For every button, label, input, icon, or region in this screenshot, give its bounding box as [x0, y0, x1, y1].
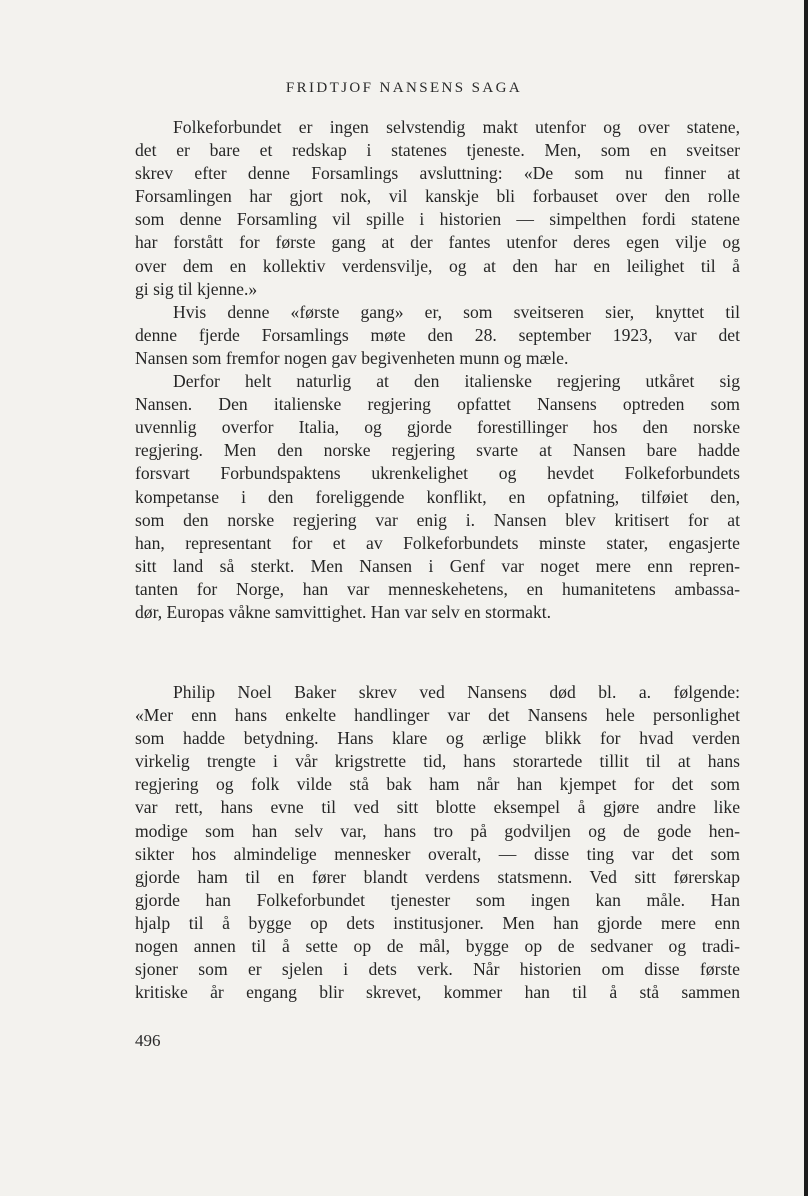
text-line: over dem en kollektiv verdensvilje, og at den har en leilighet til å [135, 255, 740, 276]
text-line: virkelig trengte i vår krigstrette tid, hans storartede tillit til at hans [135, 751, 740, 772]
page-number: 496 [135, 1031, 161, 1050]
text-line: uvennlig overfor Italia, og gjorde forestillinger hos den norske [135, 417, 740, 438]
text-line: som hadde betydning. Hans klare og ærlige blikk for hvad verden [135, 728, 740, 749]
text-line: det er bare et redskap i statenes tjeneste. Men, som en sveitser [135, 140, 740, 161]
text-line: sjoner som er sjelen i dets verk. Når historien om disse første [135, 959, 740, 980]
scan-edge [804, 0, 808, 1196]
text-line: gjorde ham til en fører blandt verdens statsmenn. Ved sitt førerskap [135, 866, 740, 887]
text-line: sikter hos almindelige mennesker overalt, — disse ting var det som [135, 843, 740, 864]
text-line: som denne Forsamling vil spille i historien — simpelthen fordi statene [135, 209, 740, 230]
text-line: kompetanse i den foreliggende konflikt, en opfatning, tilføiet den, [135, 486, 740, 507]
text-line: forsvart Forbundspaktens ukrenkelighet og hevdet Folkeforbundets [135, 463, 740, 484]
text-line: var rett, hans evne til ved sitt blotte eksempel å gjøre andre like [135, 797, 740, 818]
text-line: kritiske år engang blir skrevet, kommer han til å stå sammen [135, 982, 740, 1003]
text-line: Hvis denne «første gang» er, som sveitseren sier, knyttet til [173, 301, 740, 322]
text-line: gjorde han Folkeforbundet tjenester som ingen kan måle. Han [135, 889, 740, 910]
text-line: modige som han selv var, hans tro på godviljen og de gode hen‐ [135, 820, 740, 841]
text-line: gi sig til kjenne.» [135, 278, 258, 299]
text-line: Nansen som fremfor nogen gav begivenheten munn og mæle. [135, 347, 569, 368]
text-line: sitt land så sterkt. Men Nansen i Genf var noget mere enn repren‐ [135, 555, 740, 576]
text-line: skrev efter denne Forsamlings avsluttning: «De som nu finner at [135, 163, 740, 184]
text-line: han, representant for et av Folkeforbundets minste stater, engasjerte [135, 532, 740, 553]
text-line: nogen annen til å sette op de mål, bygge op de sedvaner og tradi‐ [135, 936, 740, 957]
text-line: «Mer enn hans enkelte handlinger var det Nansens hele personlighet [135, 705, 740, 726]
running-header: FRIDTJOF NANSENS SAGA [285, 80, 523, 96]
text-line: som den norske regjering var enig i. Nansen blev kritisert for at [135, 509, 740, 530]
text-line: hjalp til å bygge op dets institusjoner. Men han gjorde mere enn [135, 912, 740, 933]
text-line: Folkeforbundet er ingen selvstendig makt utenfor og over statene, [173, 117, 740, 137]
text-block-1 [135, 116, 740, 624]
text-line: har forstått for første gang at der fantes utenfor deres egen vilje og [135, 232, 740, 253]
text-line: Forsamlingen har gjort nok, vil kanskje bli forbauset over den rolle [135, 186, 740, 207]
text-line: dør, Europas våkne samvittighet. Han var selv en stormakt. [135, 601, 552, 622]
text-line: Philip Noel Baker skrev ved Nansens død bl. a. følgende: [173, 682, 740, 702]
text-line: Derfor helt naturlig at den italienske regjering utkåret sig [173, 371, 740, 392]
text-line: tanten for Norge, han var menneskehetens, en humanitetens ambassa‐ [135, 578, 740, 599]
text-block-2 [135, 681, 740, 1004]
text-line: Nansen. Den italienske regjering opfattet Nansens optreden som [135, 394, 740, 415]
text-line: regjering og folk vilde stå bak ham når han kjempet for det som [135, 774, 740, 795]
text-line: regjering. Men den norske regjering svarte at Nansen bare hadde [135, 440, 740, 461]
text-line: denne fjerde Forsamlings møte den 28. september 1923, var det [135, 324, 740, 345]
